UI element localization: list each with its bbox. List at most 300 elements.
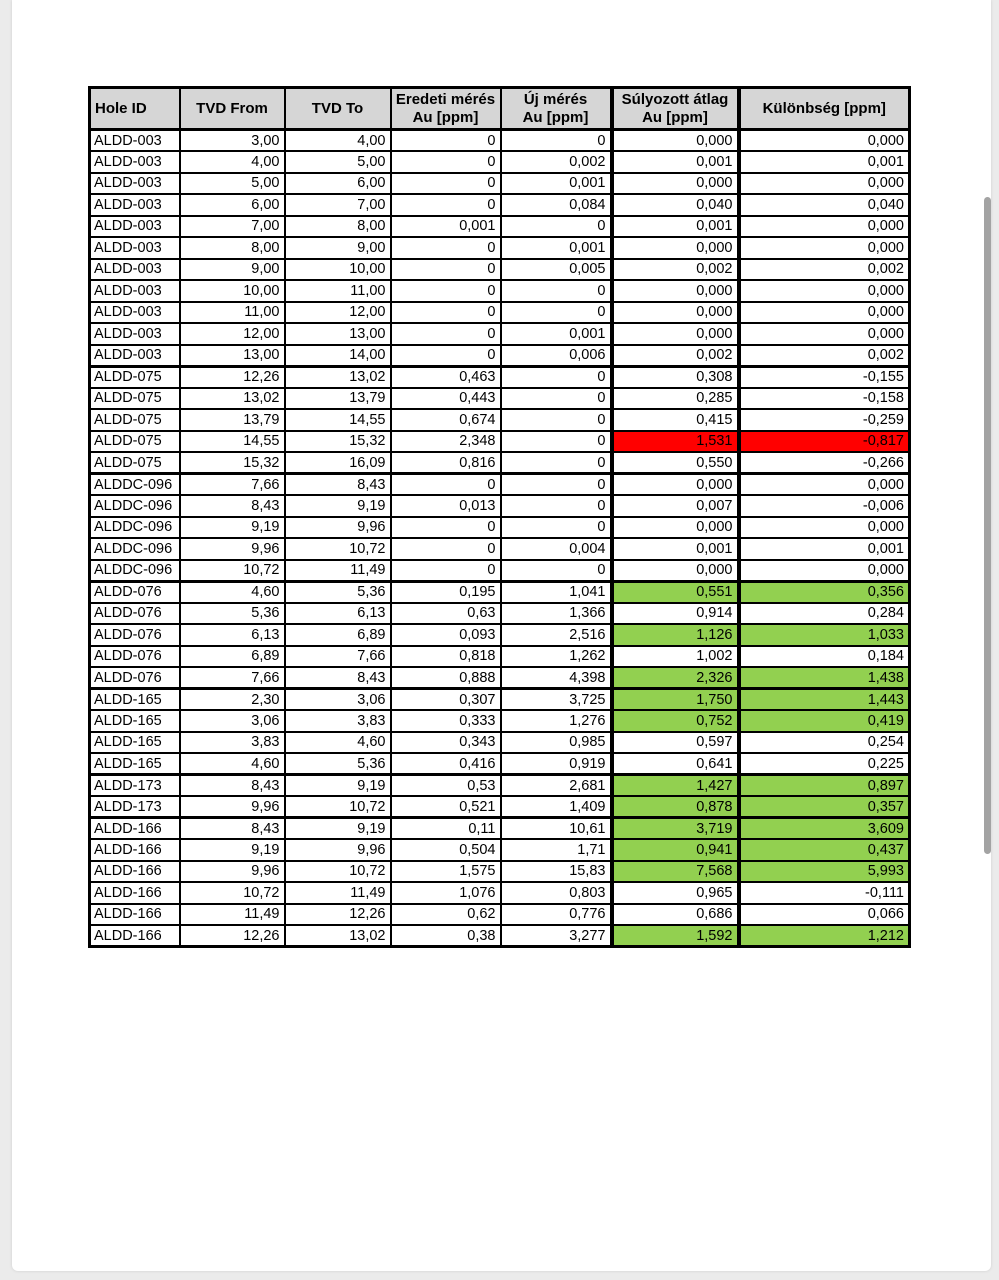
table-row bbox=[90, 904, 910, 926]
cell-new: 0 bbox=[501, 495, 612, 517]
cell-hole: ALDD-075 bbox=[90, 388, 180, 410]
column-header-to bbox=[285, 88, 391, 130]
cell-hole: ALDD-075 bbox=[90, 366, 180, 388]
cell-to: 15,32 bbox=[285, 431, 391, 453]
cell-orig: 0 bbox=[391, 302, 501, 324]
cell-to: 10,00 bbox=[285, 259, 391, 281]
cell-orig: 0 bbox=[391, 130, 501, 152]
cell-hole: ALDDC-096 bbox=[90, 538, 180, 560]
cell-orig: 0,521 bbox=[391, 796, 501, 818]
cell-diff: -0,006 bbox=[739, 495, 910, 517]
cell-to: 9,96 bbox=[285, 839, 391, 861]
cell-to: 12,00 bbox=[285, 302, 391, 324]
cell-new: 0 bbox=[501, 366, 612, 388]
cell-from: 6,89 bbox=[180, 646, 285, 668]
cell-diff: 1,212 bbox=[739, 925, 910, 947]
cell-to: 9,19 bbox=[285, 495, 391, 517]
assay-comparison-table bbox=[88, 86, 911, 948]
cell-to: 14,00 bbox=[285, 345, 391, 367]
table-row bbox=[90, 925, 910, 947]
cell-wavg: 0,308 bbox=[612, 366, 739, 388]
cell-from: 9,19 bbox=[180, 517, 285, 539]
cell-diff: 0,284 bbox=[739, 603, 910, 625]
cell-diff: 0,419 bbox=[739, 710, 910, 732]
cell-orig: 0,195 bbox=[391, 581, 501, 603]
cell-from: 4,00 bbox=[180, 151, 285, 173]
cell-hole: ALDD-173 bbox=[90, 796, 180, 818]
cell-hole: ALDDC-096 bbox=[90, 560, 180, 582]
table-row bbox=[90, 560, 910, 582]
cell-wavg: 0,007 bbox=[612, 495, 739, 517]
cell-hole: ALDD-003 bbox=[90, 323, 180, 345]
cell-new: 0 bbox=[501, 560, 612, 582]
cell-to: 14,55 bbox=[285, 409, 391, 431]
column-header-label: Új mérés bbox=[523, 90, 588, 108]
cell-orig: 1,076 bbox=[391, 882, 501, 904]
cell-wavg: 1,002 bbox=[612, 646, 739, 668]
table-row bbox=[90, 732, 910, 754]
scrollbar-thumb[interactable] bbox=[984, 197, 991, 854]
column-header-label: Au [ppm] bbox=[522, 108, 589, 126]
cell-wavg: 0,001 bbox=[612, 216, 739, 238]
cell-diff: -0,111 bbox=[739, 882, 910, 904]
cell-hole: ALDD-003 bbox=[90, 259, 180, 281]
cell-wavg: 2,326 bbox=[612, 667, 739, 689]
cell-orig: 0,504 bbox=[391, 839, 501, 861]
cell-new: 0,803 bbox=[501, 882, 612, 904]
column-header-label: Különbség [ppm] bbox=[762, 99, 886, 117]
cell-diff: 0,000 bbox=[739, 130, 910, 152]
cell-new: 4,398 bbox=[501, 667, 612, 689]
cell-from: 10,72 bbox=[180, 882, 285, 904]
cell-wavg: 0,285 bbox=[612, 388, 739, 410]
table-row bbox=[90, 409, 910, 431]
table-row bbox=[90, 237, 910, 259]
cell-diff: -0,155 bbox=[739, 366, 910, 388]
cell-from: 11,00 bbox=[180, 302, 285, 324]
cell-diff: 0,040 bbox=[739, 194, 910, 216]
cell-diff: 0,002 bbox=[739, 259, 910, 281]
cell-orig: 2,348 bbox=[391, 431, 501, 453]
cell-from: 3,83 bbox=[180, 732, 285, 754]
cell-new: 0,005 bbox=[501, 259, 612, 281]
table-row bbox=[90, 861, 910, 883]
cell-hole: ALDD-003 bbox=[90, 130, 180, 152]
cell-orig: 0,093 bbox=[391, 624, 501, 646]
cell-diff: 0,897 bbox=[739, 775, 910, 797]
cell-from: 6,13 bbox=[180, 624, 285, 646]
cell-wavg: 0,000 bbox=[612, 237, 739, 259]
cell-new: 10,61 bbox=[501, 818, 612, 840]
cell-new: 15,83 bbox=[501, 861, 612, 883]
cell-from: 8,43 bbox=[180, 818, 285, 840]
table-row bbox=[90, 259, 910, 281]
cell-hole: ALDD-003 bbox=[90, 345, 180, 367]
cell-wavg: 0,000 bbox=[612, 130, 739, 152]
cell-new: 0 bbox=[501, 130, 612, 152]
column-header-label: TVD From bbox=[196, 99, 268, 117]
cell-diff: 0,000 bbox=[739, 302, 910, 324]
table-row bbox=[90, 431, 910, 453]
cell-to: 11,00 bbox=[285, 280, 391, 302]
cell-from: 10,72 bbox=[180, 560, 285, 582]
cell-to: 13,00 bbox=[285, 323, 391, 345]
cell-to: 16,09 bbox=[285, 452, 391, 474]
cell-to: 12,26 bbox=[285, 904, 391, 926]
cell-orig: 0,818 bbox=[391, 646, 501, 668]
cell-orig: 0,11 bbox=[391, 818, 501, 840]
cell-to: 10,72 bbox=[285, 538, 391, 560]
table-row bbox=[90, 452, 910, 474]
cell-to: 9,00 bbox=[285, 237, 391, 259]
table-row bbox=[90, 216, 910, 238]
cell-hole: ALDD-003 bbox=[90, 216, 180, 238]
column-header-label: Au [ppm] bbox=[642, 108, 708, 126]
cell-orig: 0,63 bbox=[391, 603, 501, 625]
cell-diff: 0,000 bbox=[739, 237, 910, 259]
cell-orig: 0,888 bbox=[391, 667, 501, 689]
cell-diff: 0,002 bbox=[739, 345, 910, 367]
column-header-diff bbox=[739, 88, 910, 130]
table-row bbox=[90, 173, 910, 195]
cell-new: 1,409 bbox=[501, 796, 612, 818]
cell-from: 5,36 bbox=[180, 603, 285, 625]
cell-wavg: 0,001 bbox=[612, 151, 739, 173]
cell-new: 0 bbox=[501, 452, 612, 474]
cell-diff: 0,254 bbox=[739, 732, 910, 754]
cell-new: 0 bbox=[501, 216, 612, 238]
table-row bbox=[90, 581, 910, 603]
cell-hole: ALDD-166 bbox=[90, 861, 180, 883]
cell-orig: 0,62 bbox=[391, 904, 501, 926]
cell-wavg: 1,126 bbox=[612, 624, 739, 646]
table-row bbox=[90, 302, 910, 324]
table-row bbox=[90, 796, 910, 818]
cell-hole: ALDDC-096 bbox=[90, 517, 180, 539]
cell-diff: 0,000 bbox=[739, 474, 910, 496]
column-header-label: Hole ID bbox=[95, 99, 147, 117]
cell-new: 0,776 bbox=[501, 904, 612, 926]
cell-from: 11,49 bbox=[180, 904, 285, 926]
cell-new: 3,725 bbox=[501, 689, 612, 711]
cell-hole: ALDD-076 bbox=[90, 667, 180, 689]
cell-to: 6,89 bbox=[285, 624, 391, 646]
cell-diff: 0,000 bbox=[739, 560, 910, 582]
cell-new: 0,084 bbox=[501, 194, 612, 216]
cell-wavg: 3,719 bbox=[612, 818, 739, 840]
cell-from: 4,60 bbox=[180, 581, 285, 603]
table-row bbox=[90, 517, 910, 539]
cell-from: 13,00 bbox=[180, 345, 285, 367]
cell-to: 11,49 bbox=[285, 560, 391, 582]
cell-from: 13,02 bbox=[180, 388, 285, 410]
cell-hole: ALDD-076 bbox=[90, 646, 180, 668]
cell-hole: ALDD-173 bbox=[90, 775, 180, 797]
cell-wavg: 1,592 bbox=[612, 925, 739, 947]
cell-wavg: 0,000 bbox=[612, 323, 739, 345]
table-row bbox=[90, 495, 910, 517]
column-header-from bbox=[180, 88, 285, 130]
cell-orig: 0,343 bbox=[391, 732, 501, 754]
cell-wavg: 0,002 bbox=[612, 345, 739, 367]
cell-wavg: 0,914 bbox=[612, 603, 739, 625]
cell-orig: 0 bbox=[391, 560, 501, 582]
table-row bbox=[90, 194, 910, 216]
cell-new: 0 bbox=[501, 517, 612, 539]
cell-from: 9,96 bbox=[180, 861, 285, 883]
cell-to: 7,00 bbox=[285, 194, 391, 216]
cell-new: 0 bbox=[501, 409, 612, 431]
cell-from: 9,96 bbox=[180, 796, 285, 818]
cell-orig: 0 bbox=[391, 474, 501, 496]
cell-to: 4,00 bbox=[285, 130, 391, 152]
cell-wavg: 0,965 bbox=[612, 882, 739, 904]
cell-new: 0,004 bbox=[501, 538, 612, 560]
table-row bbox=[90, 366, 910, 388]
cell-from: 7,66 bbox=[180, 667, 285, 689]
cell-orig: 0 bbox=[391, 173, 501, 195]
cell-wavg: 0,752 bbox=[612, 710, 739, 732]
cell-from: 8,00 bbox=[180, 237, 285, 259]
cell-hole: ALDD-003 bbox=[90, 302, 180, 324]
cell-orig: 1,575 bbox=[391, 861, 501, 883]
cell-wavg: 0,000 bbox=[612, 474, 739, 496]
cell-wavg: 0,000 bbox=[612, 302, 739, 324]
cell-hole: ALDD-003 bbox=[90, 237, 180, 259]
table-row bbox=[90, 818, 910, 840]
cell-diff: 1,438 bbox=[739, 667, 910, 689]
cell-hole: ALDD-165 bbox=[90, 710, 180, 732]
cell-from: 13,79 bbox=[180, 409, 285, 431]
cell-hole: ALDD-166 bbox=[90, 818, 180, 840]
table-row bbox=[90, 151, 910, 173]
cell-to: 10,72 bbox=[285, 861, 391, 883]
table-body bbox=[90, 130, 910, 947]
cell-orig: 0,001 bbox=[391, 216, 501, 238]
table-row bbox=[90, 624, 910, 646]
cell-wavg: 0,000 bbox=[612, 560, 739, 582]
cell-diff: 0,356 bbox=[739, 581, 910, 603]
cell-diff: -0,259 bbox=[739, 409, 910, 431]
cell-wavg: 1,427 bbox=[612, 775, 739, 797]
cell-hole: ALDD-076 bbox=[90, 581, 180, 603]
cell-to: 9,19 bbox=[285, 818, 391, 840]
column-header-label: Súlyozott átlag bbox=[621, 90, 729, 108]
cell-diff: 1,033 bbox=[739, 624, 910, 646]
cell-orig: 0,674 bbox=[391, 409, 501, 431]
cell-orig: 0 bbox=[391, 151, 501, 173]
cell-new: 0,001 bbox=[501, 173, 612, 195]
table-row bbox=[90, 538, 910, 560]
cell-new: 1,71 bbox=[501, 839, 612, 861]
column-header-wavg bbox=[612, 88, 739, 130]
cell-diff: 0,001 bbox=[739, 151, 910, 173]
cell-from: 12,00 bbox=[180, 323, 285, 345]
table-row bbox=[90, 667, 910, 689]
cell-wavg: 0,878 bbox=[612, 796, 739, 818]
cell-diff: 5,993 bbox=[739, 861, 910, 883]
cell-diff: 3,609 bbox=[739, 818, 910, 840]
cell-new: 0,001 bbox=[501, 237, 612, 259]
cell-hole: ALDD-076 bbox=[90, 624, 180, 646]
cell-new: 0,001 bbox=[501, 323, 612, 345]
cell-wavg: 0,040 bbox=[612, 194, 739, 216]
cell-to: 10,72 bbox=[285, 796, 391, 818]
column-header-new bbox=[501, 88, 612, 130]
cell-diff: 0,184 bbox=[739, 646, 910, 668]
cell-wavg: 0,597 bbox=[612, 732, 739, 754]
cell-orig: 0 bbox=[391, 538, 501, 560]
cell-to: 13,02 bbox=[285, 925, 391, 947]
table-row bbox=[90, 603, 910, 625]
cell-from: 7,66 bbox=[180, 474, 285, 496]
table-row bbox=[90, 280, 910, 302]
cell-diff: 0,437 bbox=[739, 839, 910, 861]
table-header bbox=[90, 88, 910, 130]
cell-to: 3,06 bbox=[285, 689, 391, 711]
cell-hole: ALDD-075 bbox=[90, 431, 180, 453]
cell-wavg: 0,000 bbox=[612, 173, 739, 195]
table-row bbox=[90, 775, 910, 797]
cell-to: 8,00 bbox=[285, 216, 391, 238]
cell-from: 7,00 bbox=[180, 216, 285, 238]
cell-hole: ALDD-075 bbox=[90, 452, 180, 474]
cell-from: 4,60 bbox=[180, 753, 285, 775]
cell-hole: ALDDC-096 bbox=[90, 474, 180, 496]
cell-hole: ALDD-166 bbox=[90, 839, 180, 861]
cell-from: 8,43 bbox=[180, 775, 285, 797]
column-header-label: Eredeti mérés bbox=[395, 90, 496, 108]
cell-wavg: 0,941 bbox=[612, 839, 739, 861]
cell-diff: -0,266 bbox=[739, 452, 910, 474]
cell-hole: ALDD-003 bbox=[90, 280, 180, 302]
cell-orig: 0,463 bbox=[391, 366, 501, 388]
scrollbar-track[interactable] bbox=[991, 0, 999, 1280]
cell-hole: ALDD-165 bbox=[90, 689, 180, 711]
cell-from: 12,26 bbox=[180, 925, 285, 947]
table-row bbox=[90, 839, 910, 861]
cell-new: 0,002 bbox=[501, 151, 612, 173]
cell-to: 9,96 bbox=[285, 517, 391, 539]
cell-wavg: 1,750 bbox=[612, 689, 739, 711]
cell-orig: 0,443 bbox=[391, 388, 501, 410]
cell-orig: 0 bbox=[391, 194, 501, 216]
cell-diff: 0,000 bbox=[739, 323, 910, 345]
cell-new: 0 bbox=[501, 431, 612, 453]
cell-to: 11,49 bbox=[285, 882, 391, 904]
cell-hole: ALDDC-096 bbox=[90, 495, 180, 517]
cell-diff: -0,158 bbox=[739, 388, 910, 410]
column-header-orig bbox=[391, 88, 501, 130]
cell-new: 0,985 bbox=[501, 732, 612, 754]
cell-new: 2,516 bbox=[501, 624, 612, 646]
cell-hole: ALDD-166 bbox=[90, 925, 180, 947]
cell-wavg: 1,531 bbox=[612, 431, 739, 453]
cell-from: 9,19 bbox=[180, 839, 285, 861]
cell-hole: ALDD-166 bbox=[90, 904, 180, 926]
cell-orig: 0 bbox=[391, 345, 501, 367]
column-header-label: TVD To bbox=[311, 99, 364, 117]
cell-diff: 0,000 bbox=[739, 280, 910, 302]
table-row bbox=[90, 710, 910, 732]
cell-to: 5,36 bbox=[285, 753, 391, 775]
cell-hole: ALDD-003 bbox=[90, 194, 180, 216]
cell-hole: ALDD-166 bbox=[90, 882, 180, 904]
cell-from: 9,96 bbox=[180, 538, 285, 560]
cell-wavg: 0,550 bbox=[612, 452, 739, 474]
cell-diff: 0,000 bbox=[739, 173, 910, 195]
cell-to: 6,00 bbox=[285, 173, 391, 195]
cell-hole: ALDD-165 bbox=[90, 753, 180, 775]
cell-from: 9,00 bbox=[180, 259, 285, 281]
cell-from: 3,00 bbox=[180, 130, 285, 152]
cell-orig: 0,53 bbox=[391, 775, 501, 797]
column-header-hole bbox=[90, 88, 180, 130]
cell-to: 8,43 bbox=[285, 667, 391, 689]
cell-diff: 0,001 bbox=[739, 538, 910, 560]
cell-diff: 0,357 bbox=[739, 796, 910, 818]
cell-diff: -0,817 bbox=[739, 431, 910, 453]
cell-wavg: 0,415 bbox=[612, 409, 739, 431]
cell-from: 6,00 bbox=[180, 194, 285, 216]
cell-to: 4,60 bbox=[285, 732, 391, 754]
cell-orig: 0 bbox=[391, 259, 501, 281]
table-row bbox=[90, 388, 910, 410]
cell-orig: 0 bbox=[391, 237, 501, 259]
cell-to: 13,79 bbox=[285, 388, 391, 410]
cell-from: 15,32 bbox=[180, 452, 285, 474]
cell-new: 0 bbox=[501, 302, 612, 324]
cell-from: 14,55 bbox=[180, 431, 285, 453]
cell-new: 0,006 bbox=[501, 345, 612, 367]
cell-orig: 0 bbox=[391, 280, 501, 302]
cell-orig: 0 bbox=[391, 517, 501, 539]
cell-new: 1,262 bbox=[501, 646, 612, 668]
cell-new: 0 bbox=[501, 474, 612, 496]
cell-from: 2,30 bbox=[180, 689, 285, 711]
cell-wavg: 0,641 bbox=[612, 753, 739, 775]
cell-new: 2,681 bbox=[501, 775, 612, 797]
cell-new: 0,919 bbox=[501, 753, 612, 775]
cell-from: 8,43 bbox=[180, 495, 285, 517]
cell-hole: ALDD-076 bbox=[90, 603, 180, 625]
cell-diff: 0,066 bbox=[739, 904, 910, 926]
cell-new: 1,276 bbox=[501, 710, 612, 732]
cell-orig: 0,38 bbox=[391, 925, 501, 947]
cell-diff: 0,000 bbox=[739, 216, 910, 238]
cell-to: 9,19 bbox=[285, 775, 391, 797]
cell-to: 13,02 bbox=[285, 366, 391, 388]
cell-to: 7,66 bbox=[285, 646, 391, 668]
cell-wavg: 0,551 bbox=[612, 581, 739, 603]
document-page bbox=[12, 0, 991, 1271]
cell-hole: ALDD-165 bbox=[90, 732, 180, 754]
cell-to: 8,43 bbox=[285, 474, 391, 496]
cell-hole: ALDD-003 bbox=[90, 151, 180, 173]
cell-to: 6,13 bbox=[285, 603, 391, 625]
cell-from: 3,06 bbox=[180, 710, 285, 732]
cell-from: 5,00 bbox=[180, 173, 285, 195]
table-row bbox=[90, 323, 910, 345]
cell-diff: 1,443 bbox=[739, 689, 910, 711]
table-row bbox=[90, 345, 910, 367]
cell-from: 12,26 bbox=[180, 366, 285, 388]
table-row bbox=[90, 646, 910, 668]
cell-new: 1,041 bbox=[501, 581, 612, 603]
cell-to: 3,83 bbox=[285, 710, 391, 732]
cell-orig: 0,416 bbox=[391, 753, 501, 775]
column-header-label: Au [ppm] bbox=[412, 108, 479, 126]
